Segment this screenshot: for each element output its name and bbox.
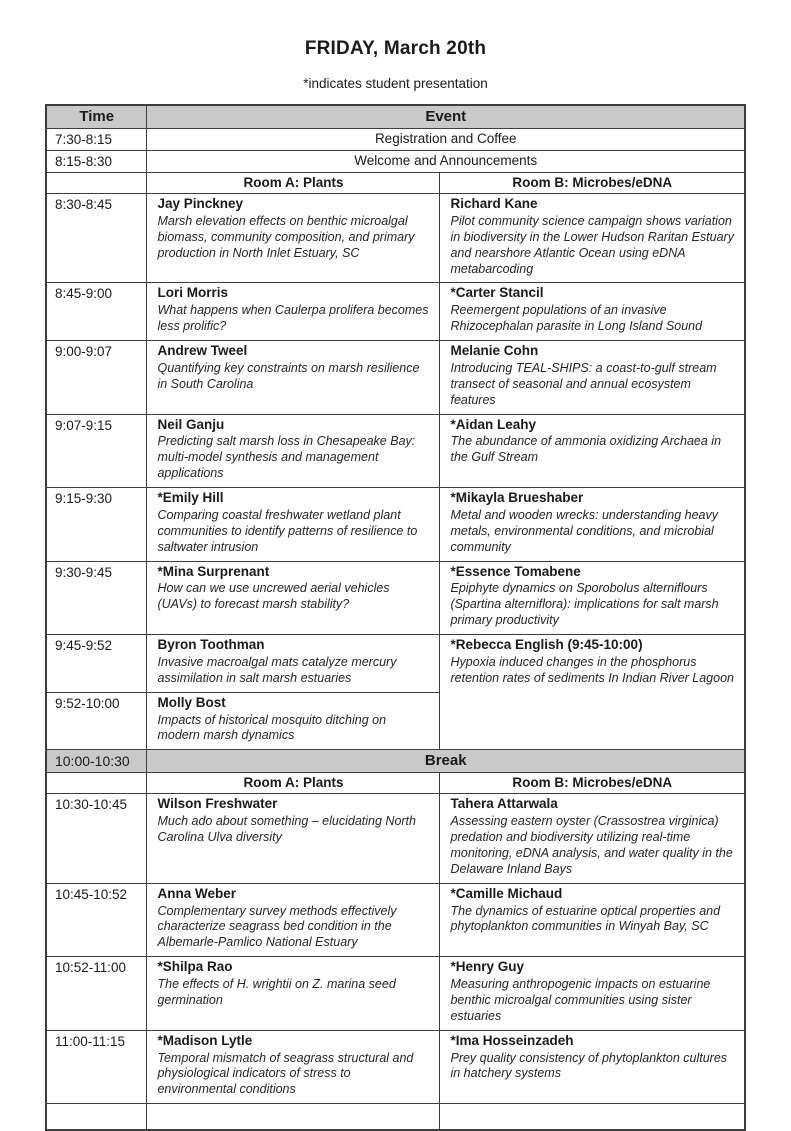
time-cell: 10:45-10:52 [46,883,147,957]
speaker-name: Melanie Cohn [450,343,539,358]
speaker-name: *Essence Tomabene [450,563,581,579]
talk-title: Temporal mismatch of seagrass structural and physiological indicators of stress to environmental conditions [157,1050,414,1097]
talk-title: The dynamics of estuarine optical properties and phytoplankton communities in Winyah Bay, SC [450,903,721,934]
speaker-name: Richard Kane [450,196,538,211]
speaker-name: Jay Pinckney [157,196,244,211]
talk-title: Epiphyte dynamics on Sporobolus alterniflours (Spartina alterniflora): implications for salt marsh primary productivity [450,581,719,628]
talk-title: Impacts of historical mosquito ditching on modern marsh dynamics [157,712,387,743]
talk-title: Predicting salt marsh loss in Chesapeake Bay: multi-model synthesis and management applications [157,434,416,481]
table-row [46,561,745,635]
speaker-name: *Mina Surprenant [157,563,270,579]
table-row [46,283,745,341]
session-cell-room-b [440,635,745,750]
speaker-name: *Shilpa Rao [157,959,233,975]
talk-title: Marsh elevation effects on benthic microalgal biomass, community composition, and primary production in North Inlet Estuary, SC [157,213,415,260]
talk-title: Introducing TEAL-SHIPS: a coast-to-gulf stream transect of seasonal and annual ecosystem features [450,360,717,407]
talk-title: Pilot community science campaign shows variation in biodiversity in the Lower Hudson Raritan Estuary and nearshore Atlantic Ocean using eDNA metabarcoding [450,213,734,276]
table-row [46,957,745,1031]
talk-title: Assessing eastern oyster (Crassostrea virginica) predation and biodiversity utilizing real-time monitoring, eDNA analysis, and water quality in the Delaware Inland Bays [450,814,733,876]
session-cell-room-b [440,883,745,957]
speaker-name: Byron Toothman [157,637,265,652]
speaker-name: *Carter Stancil [450,285,544,301]
student-presentation-note: *indicates student presentation [303,76,488,91]
time-cell: 8:15-8:30 [46,151,147,173]
page-title: FRIDAY, March 20th [304,38,487,59]
time-cell: 9:30-9:45 [46,561,147,635]
time-cell: 9:52-10:00 [46,692,147,750]
speaker-name: *Madison Lytle [157,1032,253,1048]
session-cell-room-a [147,883,440,957]
session-cell-room-b [440,1030,745,1104]
talk-title: The abundance of ammonia oxidizing Archaea in the Gulf Stream [450,434,722,465]
schedule-table [45,104,746,1131]
table-row [46,1104,745,1131]
time-cell: 9:15-9:30 [46,488,147,562]
table-row [46,794,745,883]
speaker-name: *Emily Hill [157,490,224,505]
table-row [46,173,745,194]
session-cell-room-a [147,194,440,283]
talk-title: Reemergent populations of an invasive Rhizocephalan parasite in Long Island Sound [450,303,703,334]
empty-cell [46,1104,147,1131]
session-cell-room-b [440,414,745,488]
speaker-name: *Henry Guy [450,959,525,975]
session-cell-room-b [440,957,745,1031]
event-cell: Welcome and Announcements [147,151,745,173]
room-b-header: Room B: Microbes/eDNA [440,173,745,194]
speaker-name: *Mikayla Brueshaber [450,490,584,505]
time-cell: 8:45-9:00 [46,283,147,341]
session-cell-room-a [147,1030,440,1104]
table-row [46,129,745,151]
talk-title: Complementary survey methods effectively characterize seagrass bed condition in the Albemarle-Pamlico National Estuary [157,903,397,950]
speaker-name: Lori Morris [157,285,228,301]
speaker-name: Wilson Freshwater [157,796,278,812]
time-cell: 7:30-8:15 [46,129,147,151]
room-b-header: Room B: Microbes/eDNA [440,773,745,794]
event-cell: Registration and Coffee [147,129,745,151]
table-row [46,341,745,415]
talk-title: Invasive macroalgal mats catalyze mercury assimilation in salt marsh estuaries [157,654,397,685]
talk-title: Metal and wooden wrecks: understanding heavy metals, environmental conditions, and microbial community [450,507,719,554]
session-cell-room-a [147,692,440,750]
talk-title: Measuring anthropogenic impacts on estuarine benthic microalgal communities using sister estuaries [450,977,711,1023]
session-cell-room-a [147,635,440,693]
table-row [46,750,745,773]
time-cell: 9:45-9:52 [46,635,147,693]
session-cell-room-b [440,488,745,562]
speaker-name: *Aidan Leahy [450,416,537,432]
talk-title: How can we use uncrewed aerial vehicles (UAVs) to forecast marsh stability? [157,581,390,612]
talk-title: Prey quality consistency of phytoplankton cultures in hatchery systems [450,1050,728,1081]
empty-cell [440,1104,745,1131]
table-row [46,883,745,957]
room-a-header: Room A: Plants [147,173,440,194]
session-cell-room-b [440,341,745,415]
session-cell-room-b [440,194,745,283]
session-cell-room-a [147,957,440,1031]
talk-title: Comparing coastal freshwater wetland plant communities to identify patterns of resilience to saltwater intrusion [157,507,418,554]
talk-title: Much ado about something – elucidating North Carolina Ulva diversity [157,814,416,844]
session-cell-room-b [440,794,745,883]
talk-title: What happens when Caulerpa prolifera becomes less prolific? [157,303,429,334]
break-cell: Break [147,750,745,773]
speaker-name: Tahera Attarwala [450,796,558,812]
table-row [46,488,745,562]
speaker-name: *Ima Hosseinzadeh [450,1032,574,1048]
speaker-name: *Rebecca English (9:45-10:00) [450,637,643,652]
session-cell-room-a [147,794,440,883]
talk-title: Quantifying key constraints on marsh resilience in South Carolina [157,360,420,391]
talk-title: The effects of H. wrightii on Z. marina seed germination [157,977,396,1007]
time-column-header: Time [46,105,147,129]
table-row [46,635,745,693]
table-row [46,194,745,283]
time-cell: 8:30-8:45 [46,194,147,283]
time-cell [46,773,147,794]
time-cell: 9:07-9:15 [46,414,147,488]
session-cell-room-b [440,283,745,341]
session-cell-room-a [147,283,440,341]
table-row [46,105,745,129]
session-cell-room-a [147,341,440,415]
table-row [46,414,745,488]
speaker-name: Neil Ganju [157,416,225,432]
speaker-name: *Camille Michaud [450,885,563,901]
session-cell-room-a [147,414,440,488]
table-row [46,773,745,794]
time-cell: 10:30-10:45 [46,794,147,883]
speaker-name: Molly Bost [157,694,226,710]
empty-cell [147,1104,440,1131]
time-cell [46,173,147,194]
table-row [46,151,745,173]
table-row [46,1030,745,1104]
speaker-name: Anna Weber [157,885,236,901]
talk-title: Hypoxia induced changes in the phosphorus retention rates of sediments In Indian River Lagoon [450,654,734,685]
time-cell: 11:00-11:15 [46,1030,147,1104]
speaker-name: Andrew Tweel [157,343,248,358]
time-cell: 9:00-9:07 [46,341,147,415]
session-cell-room-b [440,561,745,635]
session-cell-room-a [147,488,440,562]
break-time-cell: 10:00-10:30 [46,750,147,773]
event-column-header: Event [147,105,745,129]
time-cell: 10:52-11:00 [46,957,147,1031]
session-cell-room-a [147,561,440,635]
room-a-header: Room A: Plants [147,773,440,794]
